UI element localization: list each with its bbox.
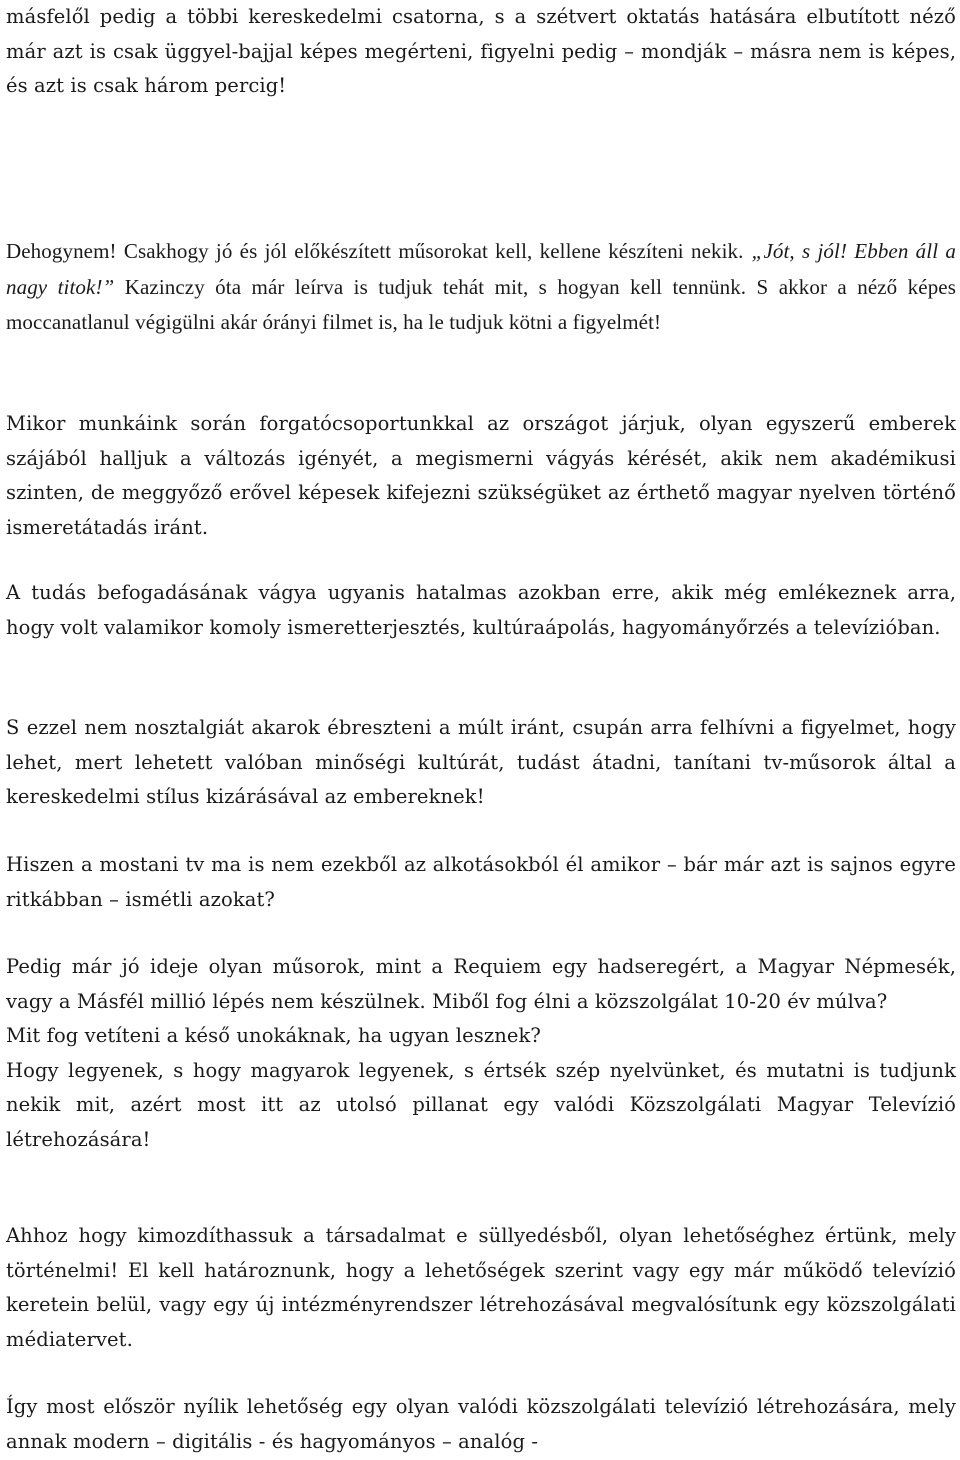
kazinczy-quote: „Jót, s jól! Ebben áll a nagy titok!” (6, 239, 956, 299)
paragraph-2-opening: Dehogynem! Csakhogy jó és jól előkészített műsorokat kell, kellene készíteni nekik. (6, 239, 744, 263)
paragraph-7-line-a: Pedig már jó ideje olyan műsorok, mint a Requiem egy hadseregért, a Magyar Népmesék, vagy a Másfél millió lépés nem készülnek. Miből fog élni a közszolgálat 10-20 év múlva? (6, 955, 956, 1013)
paragraph-8: Ahhoz hogy kimozdíthassuk a társadalmat e süllyedésből, olyan lehetőséghez értünk, mely történelmi! El kell határoznunk, hogy a lehetőségek szerint vagy egy már működő televízió keretein belül, vagy egy új intézményrendszer létrehozásával megvalósítunk egy közszolgálati médiatervet. (6, 1224, 956, 1351)
paragraph-9: Így most először nyílik lehetőség egy olyan valódi közszolgálati televízió létrehozására, mely annak modern – digitális - és hagyományos – analóg - (6, 1395, 956, 1453)
paragraph-1: másfelől pedig a többi kereskedelmi csatorna, s a szétvert oktatás hatására elbutított néző már azt is csak üggyel-bajjal képes megérteni, figyelni pedig – mondják – másra nem is képes, és azt is csak három percig! (6, 5, 956, 97)
paragraph-7-line-b: Mit fog vetíteni a késő unokáknak, ha ugyan lesznek? (6, 1024, 541, 1047)
paragraph-2-kazinczy: Kazinczy óta már leírva is tudjuk tehát mit, s hogyan kell tennünk. S akkor a néző képes moccanatlanul végigülni akár órányi filmet is, ha le tudjuk kötni a figyelmét! (6, 274, 956, 334)
paragraph-3: Mikor munkáink során forgatócsoportunkkal az országot járjuk, olyan egyszerű emberek szájából halljuk a változás igényét, a megismerni vágyás kérését, akik nem akadémikusi szinten, de meggyőző erővel képesek kifejezni szükségüket az érthető magyar nyelven történő ismeretátadás iránt. (6, 412, 956, 539)
paragraph-5: S ezzel nem nosztalgiát akarok ébreszteni a múlt iránt, csupán arra felhívni a figyelmet, hogy lehet, mert lehetett valóban minőségi kultúrát, tudást átadni, tanítani tv-műsorok által a kereskedelmi stílus kizárásával az embereknek! (6, 716, 956, 808)
paragraph-4: A tudás befogadásának vágya ugyanis hatalmas azokban erre, akik még emlékeznek arra, hogy volt valamikor komoly ismeretterjesztés, kultúraápolás, hagyományőrzés a televízióban. (6, 581, 956, 639)
paragraph-6: Hiszen a mostani tv ma is nem ezekből az alkotásokból él amikor – bár már azt is sajnos egyre ritkábban – ismétli azokat? (6, 853, 956, 911)
paragraph-7 (6, 950, 956, 1157)
paragraph-2 (6, 234, 956, 341)
paragraph-7-line-c: Hogy legyenek, s hogy magyarok legyenek, s értsék szép nyelvünket, és mutatni is tudjunk nekik mit, azért most itt az utolsó pillanat egy valódi Közszolgálati Magyar Televízió létrehozására! (6, 1058, 956, 1151)
